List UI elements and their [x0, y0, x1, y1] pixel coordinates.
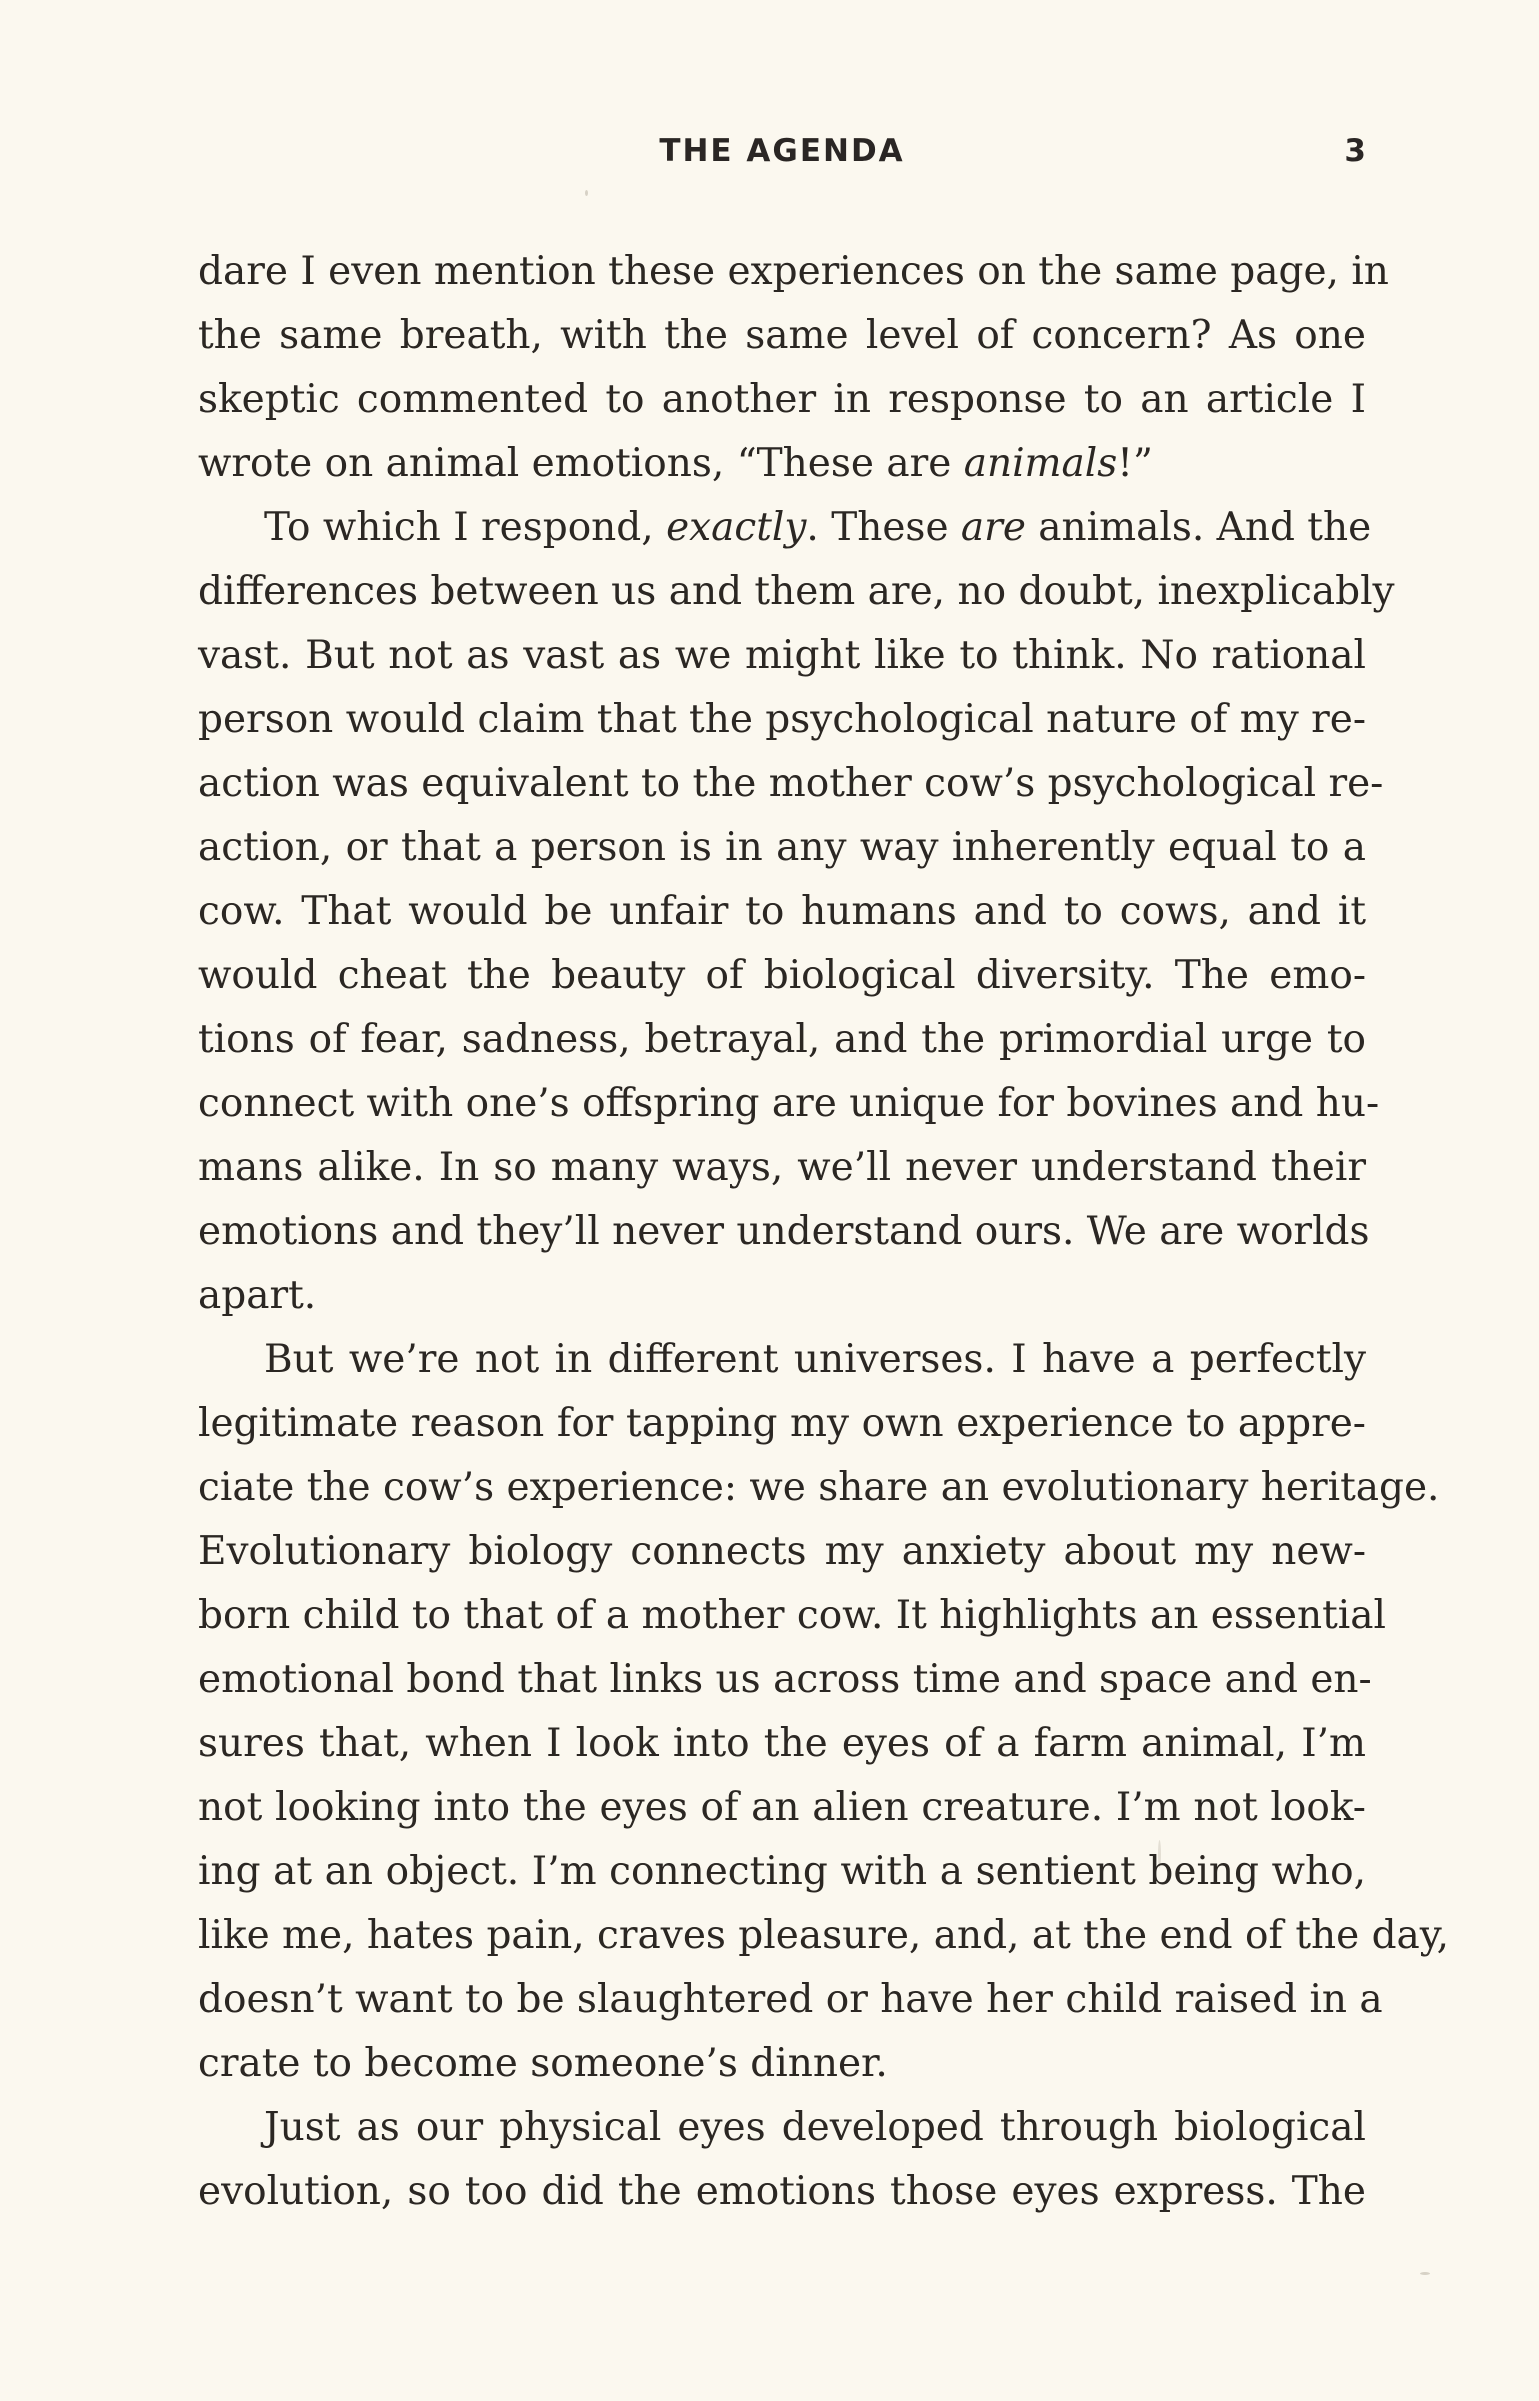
text-line: crate to become someone’s dinner. — [198, 2041, 888, 2086]
text-line: skeptic commented to another in response to an article I — [198, 377, 1366, 422]
text-line: dare I even mention these experiences on the same page, in — [198, 249, 1389, 294]
text-line: not looking into the eyes of an alien creature. I’m not look- — [198, 1785, 1366, 1830]
paper-speck — [1420, 2272, 1430, 2275]
text-line: like me, hates pain, craves pleasure, and, at the end of the day, — [198, 1913, 1450, 1958]
text-line: born child to that of a mother cow. It highlights an essential — [198, 1593, 1386, 1638]
paper-speck — [585, 190, 588, 196]
running-header — [198, 126, 1366, 176]
text-line: the same breath, with the same level of concern? As one — [198, 313, 1366, 358]
body-text — [198, 240, 1450, 2224]
text-line: action was equivalent to the mother cow’s psychological re- — [198, 761, 1384, 806]
text-line: tions of fear, sadness, betrayal, and the primordial urge to — [198, 1017, 1366, 1062]
text-line: legitimate reason for tapping my own experience to appre- — [198, 1401, 1366, 1446]
text-line: sures that, when I look into the eyes of a farm animal, I’m — [198, 1721, 1366, 1766]
text-line: differences between us and them are, no doubt, inexplicably — [198, 569, 1395, 614]
paragraph-first-line: To which I respond, exactly. These are animals. And the — [264, 505, 1372, 550]
page-number: 3 — [1344, 133, 1366, 169]
running-title: THE AGENDA — [659, 133, 905, 169]
paragraph-first-line: But we’re not in different universes. I have a perfectly — [264, 1337, 1366, 1382]
text-line: Evolutionary biology connects my anxiety about my new- — [198, 1529, 1366, 1574]
text-line: connect with one’s offspring are unique for bovines and hu- — [198, 1081, 1380, 1126]
text-line: emotions and they’ll never understand ours. We are worlds — [198, 1209, 1370, 1254]
text-line: ciate the cow’s experience: we share an evolutionary heritage. — [198, 1465, 1440, 1510]
text-line: doesn’t want to be slaughtered or have her child raised in a — [198, 1977, 1383, 2022]
text-line: mans alike. In so many ways, we’ll never understand their — [198, 1145, 1366, 1190]
text-line: action, or that a person is in any way inherently equal to a — [198, 825, 1366, 870]
text-line: emotional bond that links us across time and space and en- — [198, 1657, 1372, 1702]
paragraph-first-line: Just as our physical eyes developed through biological — [264, 2105, 1366, 2150]
text-line: cow. That would be unfair to humans and to cows, and it — [198, 889, 1366, 934]
text-line: person would claim that the psychological nature of my re- — [198, 697, 1367, 742]
text-line: ing at an object. I’m connecting with a sentient being who, — [198, 1849, 1366, 1894]
text-line: evolution, so too did the emotions those eyes express. The — [198, 2169, 1366, 2214]
text-line: apart. — [198, 1273, 317, 1318]
text-line: would cheat the beauty of biological diversity. The emo- — [198, 953, 1366, 998]
text-line: wrote on animal emotions, “These are animals!” — [198, 441, 1153, 486]
text-line: vast. But not as vast as we might like to think. No rational — [198, 633, 1366, 678]
